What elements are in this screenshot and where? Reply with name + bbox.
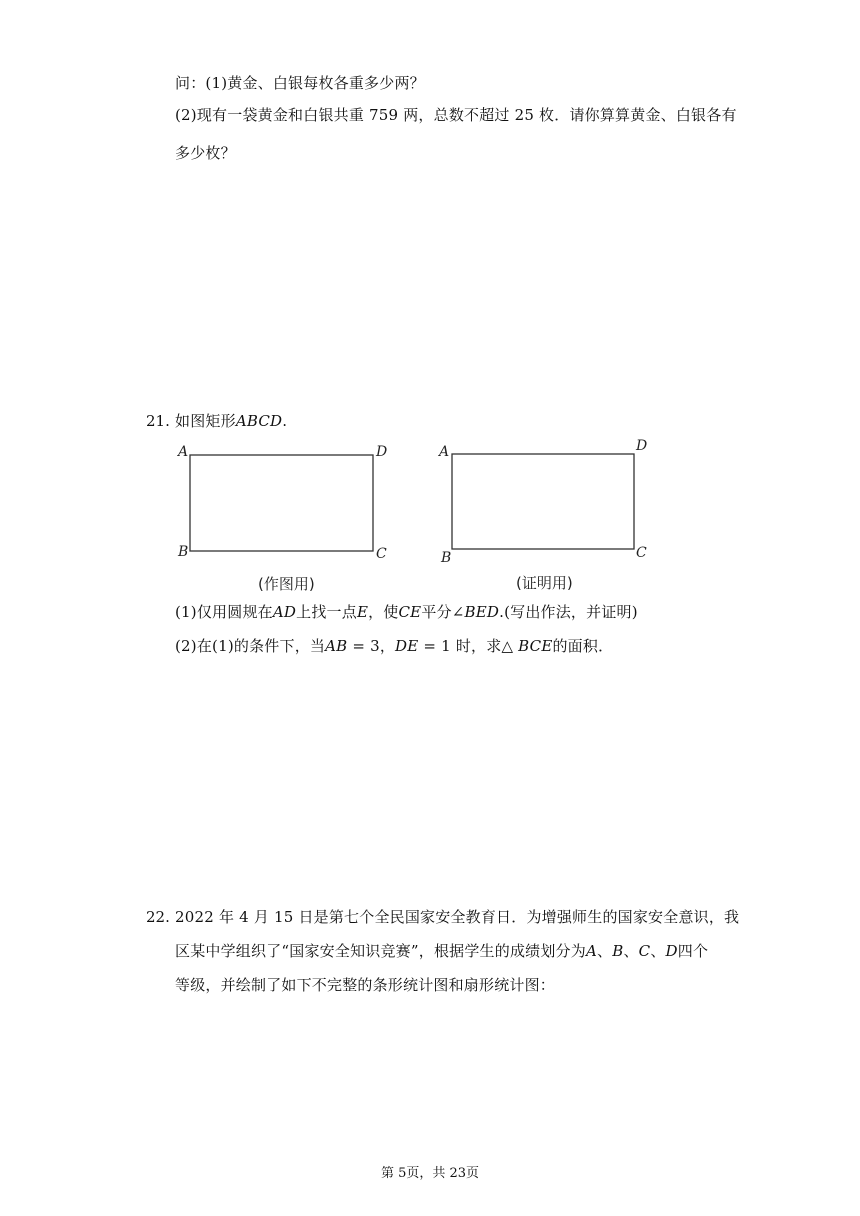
point-C-label: C [636,545,647,561]
text: 区某中学组织了“国家安全知识竞赛”，根据学生的成绩划分为 [175,942,586,960]
point-D-label: D [376,444,388,460]
math-D: D [665,942,678,960]
point-B-label: B [178,544,189,560]
q20-part2-line1: (2)现有一袋黄金和白银共重 759 两，总数不超过 25 枚．请你算算黄金、白银各有 [175,106,737,124]
math-DE: DE [395,637,419,655]
text: = 1 时，求△ [418,637,519,655]
math-CE: CE [398,603,422,621]
text: 上找一点 [296,603,357,621]
q21-stem-math: ABCD [235,412,283,430]
math-BED: BED [464,603,500,621]
text: 四个 [677,942,709,960]
rectangle-proof-svg [435,437,665,557]
figure-caption-construction: (作图用) [258,575,315,593]
text: 、 [650,942,666,960]
q22-line3: 等级，并绘制了如下不完整的条形统计图和扇形统计图： [175,976,556,994]
q21-stem-text: 如图矩形 [175,412,236,430]
math-B: B [612,942,624,960]
text: 、 [623,942,639,960]
point-A-label: A [439,444,450,460]
figure-caption-proof: (证明用) [516,574,573,592]
math-C: C [638,942,651,960]
q22-number: 22. [146,908,170,926]
page-footer: 第 5页，共 23页 [380,1166,480,1181]
q22-line2 [175,941,708,961]
rectangle-figure-proof [435,437,665,595]
point-C-label: C [376,546,387,562]
math-A: A [585,942,597,960]
q22-line1: 2022 年 4 月 15 日是第七个全民国家安全教育日．为增强师生的国家安全意识，我 [175,908,740,926]
point-A-label: A [178,444,189,460]
text: (1)仅用圆规在 [175,603,273,621]
point-B-label: B [441,550,452,566]
rectangle-construction-svg [170,440,400,555]
math-AB: AB [325,637,348,655]
text: ，使 [368,603,399,621]
q21-part2 [175,636,613,656]
text: (2)在(1)的条件下，当 [175,637,326,655]
math-AD: AD [272,603,297,621]
point-D-label: D [636,438,648,454]
text: = 3， [347,637,396,655]
math-E: E [356,603,369,621]
q20-part1: 问：(1)黄金、白银每枚各重多少两？ [175,74,425,92]
q21-number: 21. [146,412,170,430]
text: 平分∠ [421,603,465,621]
q21-stem-end: . [282,412,288,430]
text: 、 [597,942,613,960]
q21-stem [175,411,287,431]
text: 的面积． [552,637,614,655]
text: .(写出作法，并证明) [499,603,638,621]
q20-part2-line2: 多少枚？ [175,144,236,162]
q21-part1 [175,602,638,622]
math-BCE: BCE [518,637,553,655]
rectangle-figure-construction [170,440,400,595]
